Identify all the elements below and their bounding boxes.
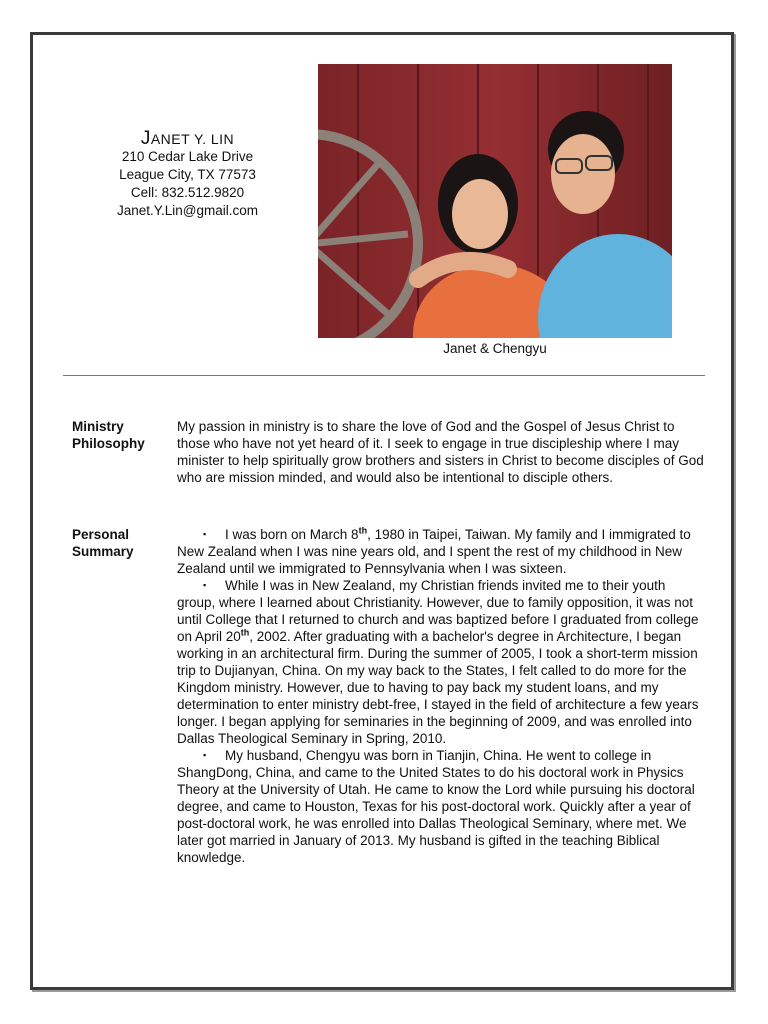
name-last-rest: IN — [219, 131, 235, 147]
section-divider — [63, 375, 705, 376]
address-line1: 210 Cedar Lake Drive — [121, 149, 254, 164]
summary-paragraph-1 — [177, 526, 707, 577]
personal-summary-text — [177, 526, 707, 866]
name-first-rest: ANET — [150, 131, 190, 147]
name-last-initial: L — [210, 131, 220, 147]
p1-sup: th — [358, 525, 368, 536]
personal-summary-label — [72, 526, 167, 560]
p1-after: , 1980 in Taipei, Taiwan. My family and I immigrated to New Zealand when I was nine years old, and I spent the rest of my childhood in New Zealand until we immigrated to Pennsylvania when I was sixteen. — [177, 527, 691, 576]
ministry-paragraph: My passion in ministry is to share the love of God and the Gospel of Jesus Christ to those who have not yet heard of it. I seek to engage in true discipleship where I may minister to help spiritually grow brothers and sisters in Christ to become disciples of God who are mission minded, and would also be intentional to disciple others. — [177, 419, 704, 485]
contact-block — [80, 130, 295, 220]
p2-sup: th — [240, 627, 250, 638]
name-first-initial: J — [140, 128, 151, 149]
couple-photo — [318, 64, 672, 338]
email-address: Janet.Y.Lin@gmail.com — [116, 203, 259, 218]
bullet-icon: ▪ — [203, 580, 207, 590]
bullet-icon: ▪ — [203, 750, 207, 760]
photo-caption: Janet & Chengyu — [443, 341, 547, 356]
address-line2: League City, TX 77573 — [119, 167, 256, 182]
couple-photo-illustration — [318, 64, 672, 338]
ministry-label-line2: Philosophy — [72, 436, 145, 451]
phone-number: Cell: 832.512.9820 — [130, 185, 245, 200]
summary-label-line1: Personal — [72, 527, 130, 542]
summary-paragraph-3 — [177, 747, 707, 866]
ministry-label-line1: Ministry — [72, 419, 124, 434]
summary-label-line2: Summary — [72, 544, 134, 559]
contact-name — [80, 130, 295, 148]
p3-text: My husband, Chengyu was born in Tianjin, China. He went to college in ShangDong, China, and came to the United States to do his doctoral work in Physics Theory at the University of Utah. He came to know the Lord while pursuing his doctoral degree, and came to Houston, Texas for his post-doctoral work. Quickly after a year of post-doctoral work, he was enrolled into Dallas Theological Seminary, where met. We later got married in January of 2013. My husband is gifted in the teaching Biblical knowledge. — [177, 748, 695, 865]
bullet-icon: ▪ — [203, 529, 207, 539]
p1-before: I was born on March 8 — [225, 527, 359, 542]
p2-after: , 2002. After graduating with a bachelor's degree in Architecture, I began working in an architectural firm. During the summer of 2005, I took a short-term mission trip to Dujianyan, China. On my way back to the States, I felt called to do more for the Kingdom ministry. However, due to having to pay back my student loans, and my determination to enter ministry debt-free, I stayed in the field of architecture a few years longer. I began applying for seminaries in the beginning of 2009, and was enrolled into Dallas Theological Seminary in Spring, 2010. — [177, 629, 699, 746]
p2-before: While I was in New Zealand, my Christian friends invited me to their youth group, where I learned about Christianity. However, due to family opposition, it was not until College that I returned to church and was baptized before I graduated from college on April 20 — [177, 578, 699, 644]
ministry-philosophy-label — [72, 418, 167, 452]
summary-paragraph-2 — [177, 577, 707, 747]
ministry-philosophy-text — [177, 418, 707, 486]
name-middle-initial: Y. — [189, 131, 211, 147]
